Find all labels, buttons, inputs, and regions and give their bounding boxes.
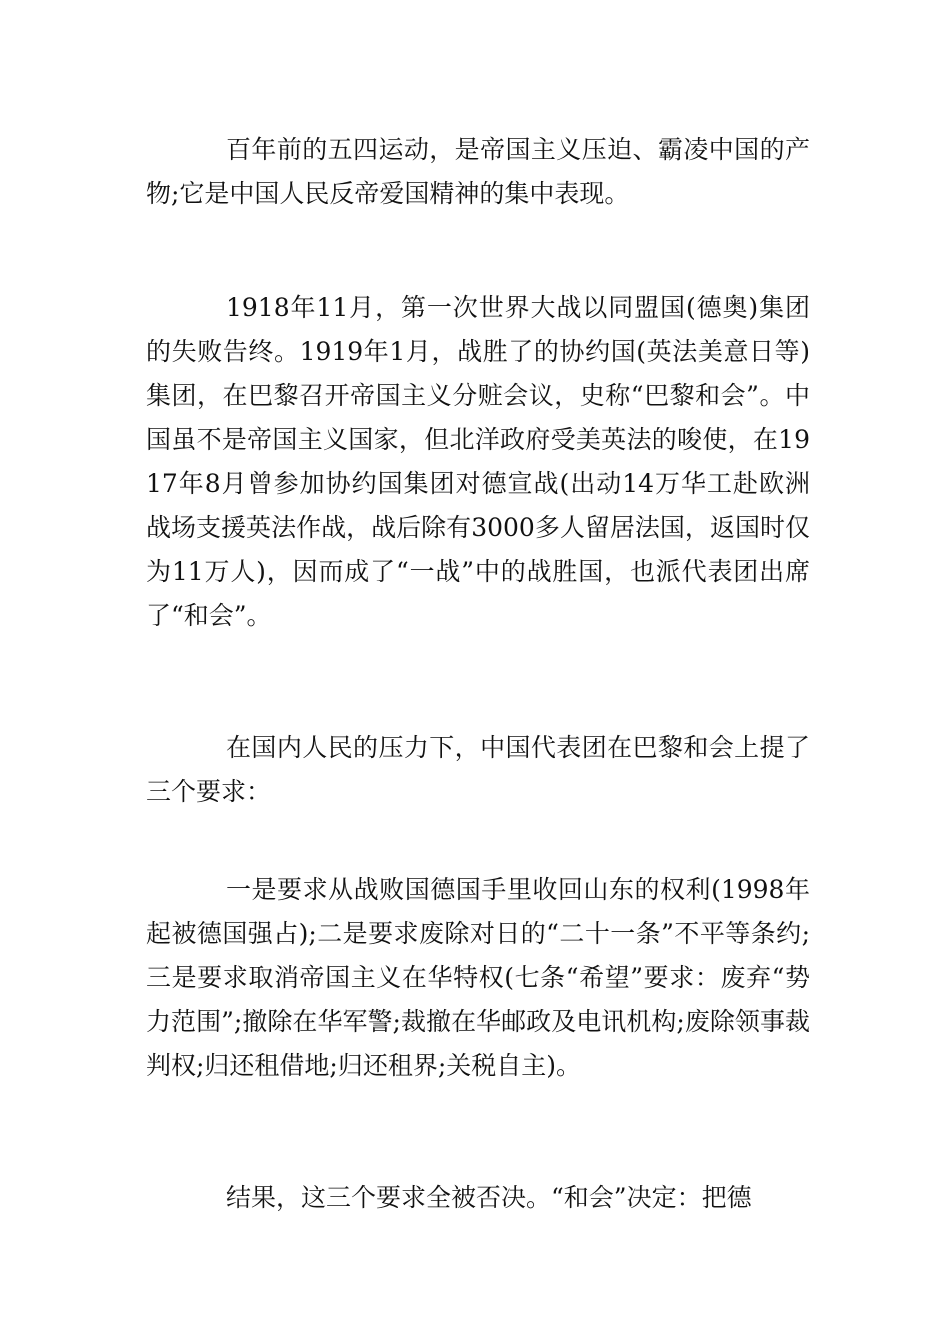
paragraph-paris-peace-conference: 1918年11月，第一次世界大战以同盟国(德奥)集团的失败告终。1919年1月，战胜了的协约国(英法美意日等)集团，在巴黎召开帝国主义分赃会议，史称“巴黎和会”。中国虽不是帝国主义国家，但北洋政府受美英法的唆使，在1917年8月曾参加协约国集团对德宣战(出动14万华工赴欧洲战场支援英法作战，战后除有3000多人留居法国，返国时仅为11万人)，因而成了“一战”中的战胜国，也派代表团出席了“和会”。 [146, 293, 810, 630]
paragraph-three-demands-detail: 一是要求从战败国德国手里收回山东的权利(1998年起被德国强占);二是要求废除对日的“二十一条”不平等条约;三是要求取消帝国主义在华特权(七条“希望”要求：废弃“势力范围”;撤除在华军警;裁撤在华邮政及电讯机构;废除领事裁判权;归还租借地;归还租界;关税自主)。 [146, 875, 810, 1080]
paragraph-three-demands-intro: 在国内人民的压力下，中国代表团在巴黎和会上提了三个要求： [146, 733, 810, 806]
paragraph-demands-rejected: 结果，这三个要求全被否决。“和会”决定：把德 [226, 1183, 752, 1212]
paragraph-may-fourth-intro: 百年前的五四运动，是帝国主义压迫、霸凌中国的产物;它是中国人民反帝爱国精神的集中表现。 [146, 135, 810, 208]
